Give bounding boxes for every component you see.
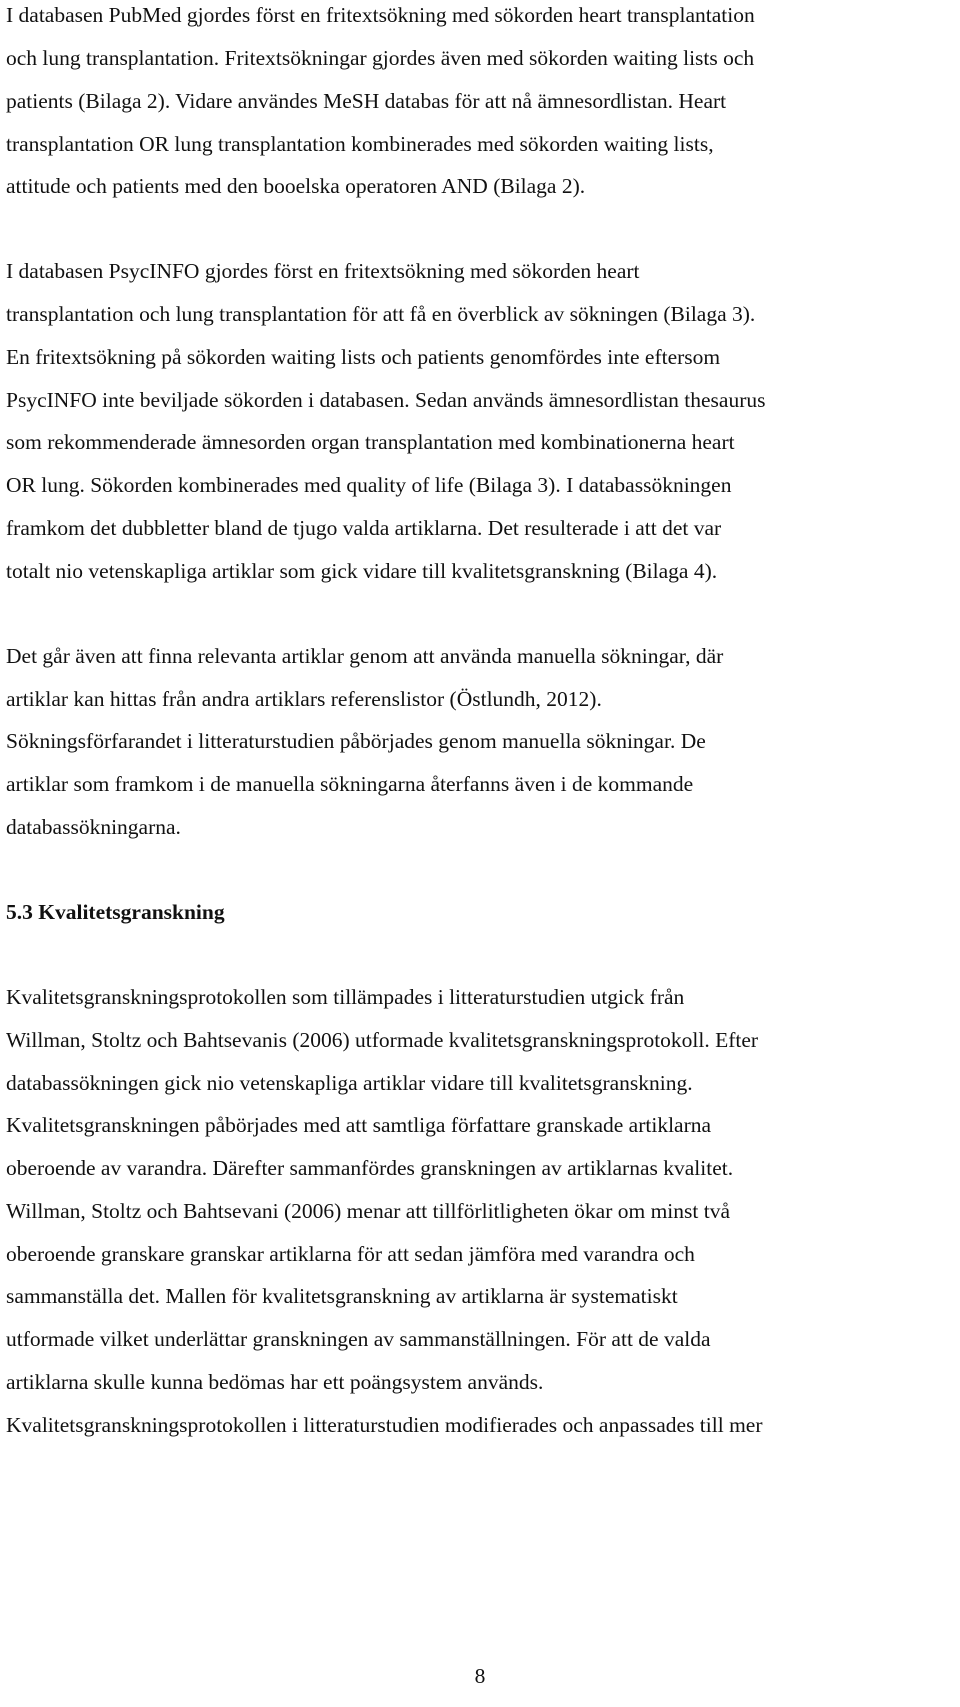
text-line: sammanställa det. Mallen för kvalitetsgranskning av artiklarna är systematiskt	[6, 1284, 678, 1308]
text-line: attitude och patients med den booelska operatoren AND (Bilaga 2).	[6, 174, 586, 198]
text-line: databassökningen gick nio vetenskapliga artiklar vidare till kvalitetsgranskning.	[6, 1071, 693, 1095]
text-line: framkom det dubbletter bland de tjugo valda artiklarna. Det resulterade i att det var	[6, 516, 722, 540]
text-line: patients (Bilaga 2). Vidare användes MeSH databas för att nå ämnesordlistan. Heart	[6, 89, 727, 113]
text-line: I databasen PsycINFO gjordes först en fritextsökning med sökorden heart	[6, 259, 640, 283]
text-line: OR lung. Sökorden kombinerades med quality of life (Bilaga 3). I databassökningen	[6, 473, 732, 497]
text-line: En fritextsökning på sökorden waiting lists och patients genomfördes inte eftersom	[6, 345, 721, 369]
text-line: totalt nio vetenskapliga artiklar som gick vidare till kvalitetsgranskning (Bilaga 4).	[6, 559, 718, 583]
page-number: 8	[474, 1664, 486, 1688]
text-line: utformade vilket underlättar granskningen av sammanställningen. För att de valda	[6, 1327, 711, 1351]
text-line: PsycINFO inte beviljade sökorden i databasen. Sedan används ämnesordlistan thesaurus	[6, 388, 766, 412]
text-line: oberoende granskare granskar artiklarna för att sedan jämföra med varandra och	[6, 1242, 695, 1266]
text-line: databassökningarna.	[6, 815, 181, 839]
text-line: Det går även att finna relevanta artiklar genom att använda manuella sökningar, där	[6, 644, 724, 668]
text-line: Sökningsförfarandet i litteraturstudien påbörjades genom manuella sökningar. De	[6, 729, 706, 753]
text-line: som rekommenderade ämnesorden organ transplantation med kombinationerna heart	[6, 430, 735, 454]
text-line: transplantation OR lung transplantation kombinerades med sökorden waiting lists,	[6, 132, 714, 156]
section-heading: 5.3 Kvalitetsgranskning	[6, 900, 225, 924]
text-line: Kvalitetsgranskningsprotokollen i litteraturstudien modifierades och anpassades till mer	[6, 1413, 763, 1437]
text-line: transplantation och lung transplantation för att få en överblick av sökningen (Bilaga 3).	[6, 302, 756, 326]
text-line: och lung transplantation. Fritextsökningar gjordes även med sökorden waiting lists och	[6, 46, 755, 70]
text-line: artiklarna skulle kunna bedömas har ett poängsystem används.	[6, 1370, 544, 1394]
text-line: Kvalitetsgranskningen påbörjades med att samtliga författare granskade artiklarna	[6, 1113, 712, 1137]
text-line: Kvalitetsgranskningsprotokollen som tillämpades i litteraturstudien utgick från	[6, 985, 685, 1009]
text-line: I databasen PubMed gjordes först en fritextsökning med sökorden heart transplantation	[6, 3, 755, 27]
text-line: artiklar som framkom i de manuella sökningarna återfanns även i de kommande	[6, 772, 694, 796]
text-line: Willman, Stoltz och Bahtsevani (2006) menar att tillförlitligheten ökar om minst två	[6, 1199, 731, 1223]
text-line: oberoende av varandra. Därefter sammanfördes granskningen av artiklarnas kvalitet.	[6, 1156, 734, 1180]
text-line: Willman, Stoltz och Bahtsevanis (2006) utformade kvalitetsgranskningsprotokoll. Efter	[6, 1028, 759, 1052]
text-line: artiklar kan hittas från andra artiklars referenslistor (Östlundh, 2012).	[6, 687, 602, 711]
